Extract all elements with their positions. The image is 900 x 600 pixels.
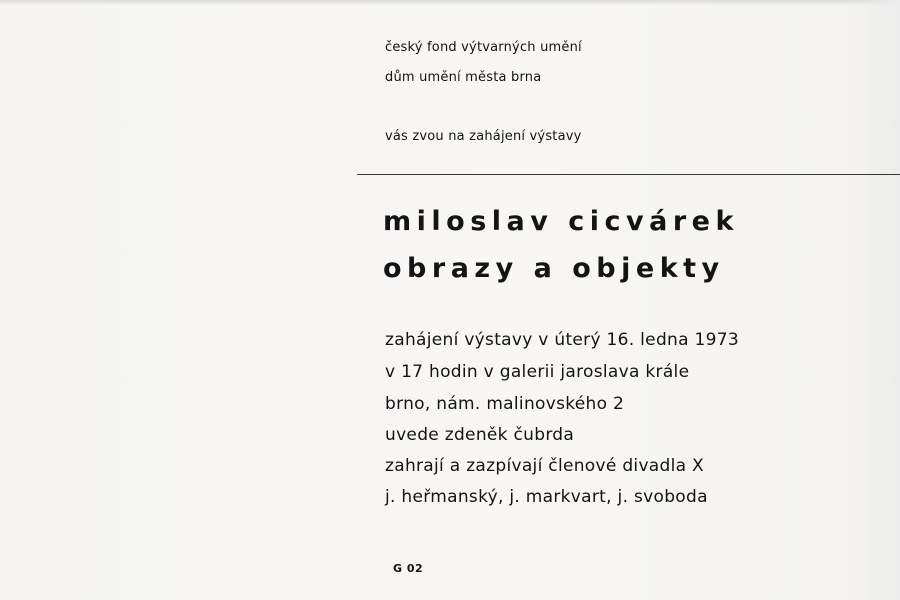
paper-edge-right [860,0,900,600]
organizer-line-1: český fond výtvarných umění [385,40,582,55]
exhibition-title: obrazy a objekty [383,253,725,284]
detail-line: zahrají a zazpívají členové divadla X [385,456,705,476]
detail-line: uvede zdeněk čubrda [385,425,575,445]
artist-name: miloslav cicvárek [383,206,739,237]
divider-rule [357,174,900,175]
detail-line: brno, nám. malinovského 2 [385,394,625,414]
detail-line: v 17 hodin v galerii jaroslava krále [385,362,690,382]
catalog-code: G 02 [393,562,424,575]
paper-edge-top [0,0,900,6]
detail-line: zahájení výstavy v úterý 16. ledna 1973 [385,330,739,350]
detail-line: j. heřmanský, j. markvart, j. svoboda [385,487,708,507]
organizer-line-2: dům umění města brna [385,70,542,85]
invitation-line: vás zvou na zahájení výstavy [385,129,582,144]
